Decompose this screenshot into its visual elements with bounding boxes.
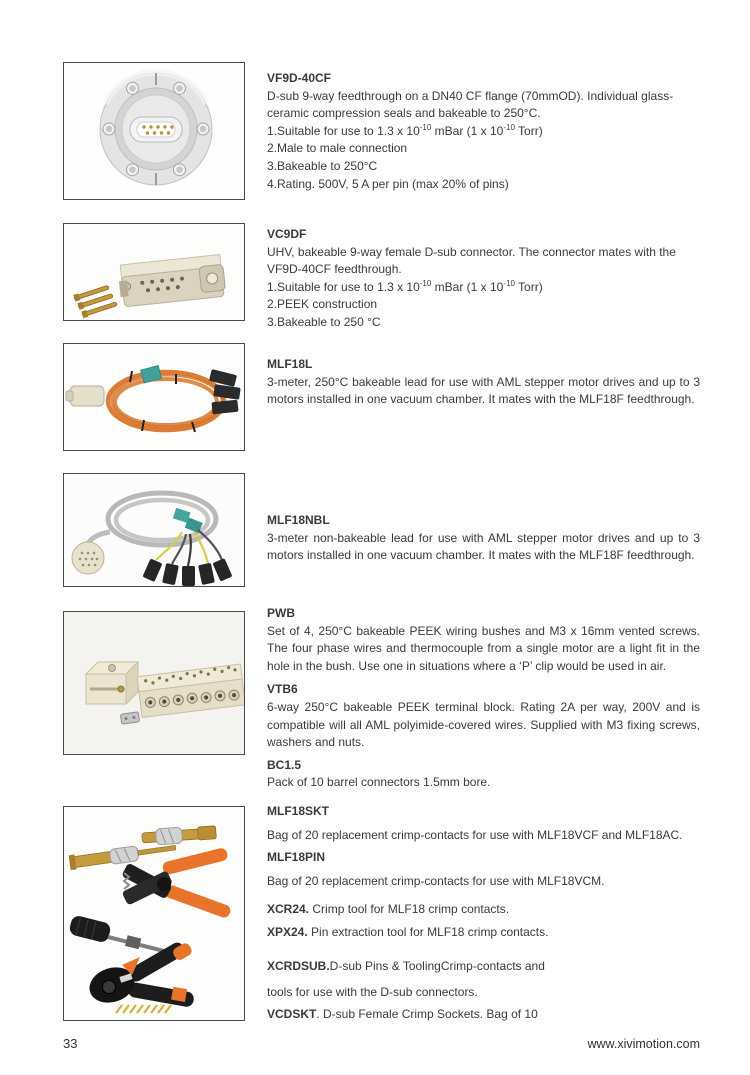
product-photo-frame: [63, 62, 245, 200]
product-text-vc9df: [267, 226, 700, 332]
page-number: 33: [63, 1036, 78, 1051]
product-line-continuation: tools for use with the D-sub connectors.: [267, 985, 478, 999]
female-dsub-connector-with-crimp-pins-photo: [64, 224, 244, 320]
product-feature: 1.Suitable for use to 1.3 x $10^{-10}$ mBar (1 x $10^{-10}$ Torr): [267, 278, 543, 294]
product-title: MLF18NBL: [267, 513, 330, 527]
product-description: Set of 4, 250°C bakeable PEEK wiring bushes and M3 x 16mm vented screws. The four phase wires and thermocouple from a single motor are a light fit in the hole in the bush. Use one in situations where a ‘P’ clip would be used in air.: [267, 623, 700, 673]
product-feature: 2.Male to male connection: [267, 141, 408, 156]
product-feature: 4.Rating. 500V, 5 A per pin (max 20% of pins): [267, 176, 509, 191]
product-photo-frame: [63, 611, 245, 755]
cf-flange-dsub-feedthrough-photo: [64, 63, 244, 199]
product-title: VC9DF: [267, 227, 307, 241]
product-feature: 3.Bakeable to 250°C: [267, 158, 378, 173]
product-text-mlf18nbl: [267, 512, 700, 565]
product-title: PWB: [267, 606, 295, 620]
product-photo-frame: [63, 473, 245, 587]
product-title: MLF18SKT: [267, 804, 330, 818]
product-title: MLF18PIN: [267, 850, 326, 864]
product-text-vf9d-40cf: [267, 70, 700, 193]
product-title: BC1.5: [267, 757, 302, 772]
product-description: 3-meter non-bakeable lead for use with AML stepper motor drives and up to 3 motors installed in one vacuum chamber. It mates with the MLF18F feedthrough.: [267, 530, 700, 563]
product-title: VF9D-40CF: [267, 71, 332, 85]
product-line-xcr24: XCR24. Crimp tool for MLF18 crimp contacts.: [267, 902, 510, 916]
product-description: Pack of 10 barrel connectors 1.5mm bore.: [267, 775, 491, 790]
product-text-mlf18l: [267, 356, 700, 409]
product-description: Bag of 20 replacement crimp-contacts for use with MLF18VCF and MLF18AC.: [267, 828, 683, 842]
product-feature: 3.Bakeable to 250 °C: [267, 314, 381, 329]
product-line-xcrdsub: XCRDSUB.D-sub Pins & ToolingCrimp-contacts and: [267, 959, 545, 973]
product-feature: 1.Suitable for use to 1.3 x $10^{-10}$ mBar (1 x $10^{-10}$ Torr): [267, 122, 543, 138]
orange-bakeable-lead-cable-photo: [64, 344, 244, 450]
product-title: MLF18L: [267, 357, 313, 371]
product-feature: 2.PEEK construction: [267, 297, 378, 312]
product-description: D-sub 9-way feedthrough on a DN40 CF flange (70mmOD). Individual glass-ceramic compression seals and bakeable to 250°C.: [267, 88, 674, 121]
product-description: 6-way 250°C bakeable PEEK terminal block. Rating 2A per way, 200V and is compatible will all AML polyimide-covered wires. Supplied with M3 fixing screws, washers and nuts.: [267, 699, 700, 750]
wiring-bush-block: [86, 662, 138, 704]
grey-non-bakeable-lead-cable-photo: [64, 474, 244, 586]
website-url: www.xivimotion.com: [587, 1037, 700, 1051]
peek-wiring-bush-and-terminal-block-photo: [64, 612, 244, 754]
product-text-crimp-accessories: [267, 803, 700, 1022]
product-photo-frame: [63, 343, 245, 451]
product-description: Bag of 20 replacement crimp-contacts for use with MLF18VCM.: [267, 874, 605, 888]
product-description: UHV, bakeable 9-way female D-sub connector. The connector mates with the VF9D-40CF feedthrough.: [267, 244, 676, 277]
product-line-xpx24: XPX24. Pin extraction tool for MLF18 crimp contacts.: [267, 925, 549, 939]
product-text-pwb-vtb6-bc15: [267, 605, 700, 792]
product-photo-frame: [63, 223, 245, 321]
crimp-contacts-and-crimp-tools-photo: [64, 807, 244, 1020]
product-description: 3-meter, 250°C bakeable lead for use with AML stepper motor drives and up to 3 motors installed in one vacuum chamber. It mates with the MLF18F feedthrough.: [267, 374, 700, 407]
product-photo-frame: [63, 806, 245, 1021]
product-title: VTB6: [267, 682, 298, 697]
product-line-vcdskt: VCDSKT. D-sub Female Crimp Sockets. Bag of 10: [267, 1007, 538, 1021]
